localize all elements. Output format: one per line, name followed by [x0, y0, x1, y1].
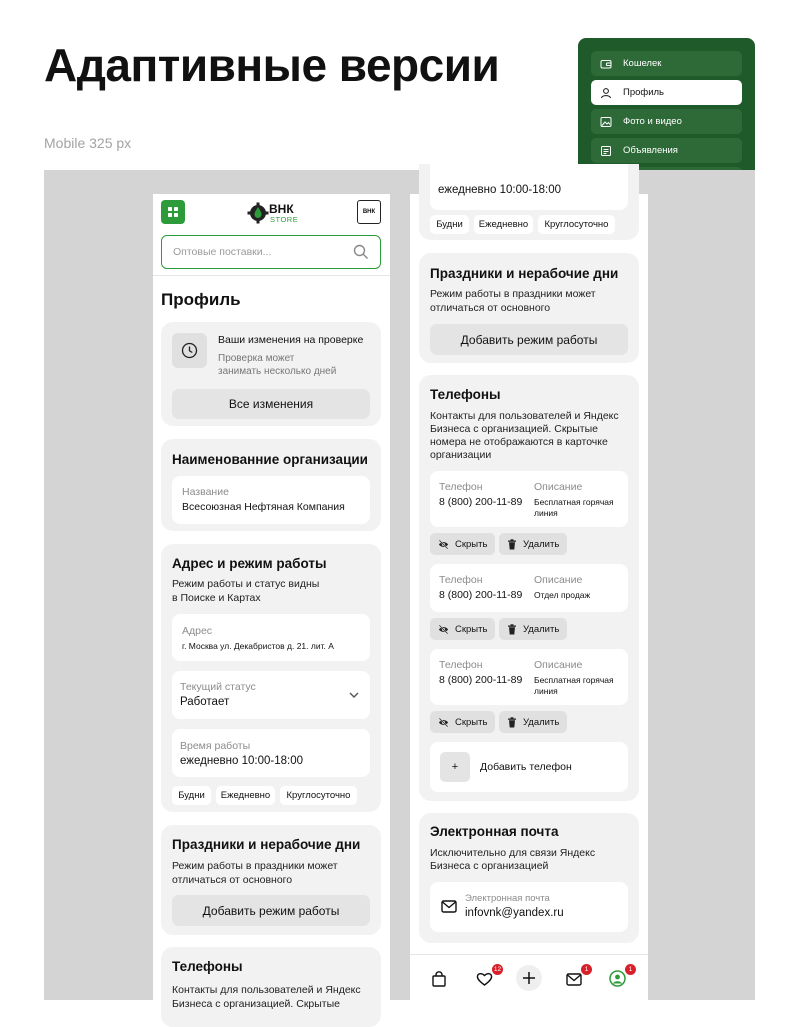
phone-desc-label: Описание — [534, 574, 583, 586]
holidays-title: Праздники и нерабочие дни — [430, 266, 619, 281]
phones-desc-line2: Бизнеса с организацией. Скрытые — [430, 423, 598, 435]
favorites-badge: 12 — [493, 966, 502, 973]
brand-logo[interactable] — [247, 201, 307, 225]
bottom-nav — [410, 954, 648, 1000]
search-placeholder: Оптовые поставки... — [173, 246, 272, 258]
holidays-desc-line2: отличаться от основного — [172, 874, 293, 886]
address-desc-line1: Режим работы и статус видны — [172, 578, 320, 590]
holidays-title: Праздники и нерабочие дни — [172, 837, 361, 852]
address-desc-line2: в Поиске и Картах — [172, 592, 261, 604]
side-menu-item-wallet[interactable] — [591, 51, 742, 76]
chip-daily[interactable]: Ежедневно — [216, 786, 275, 805]
side-menu — [578, 38, 755, 178]
mobile-screen-1 — [153, 194, 390, 1010]
phones-desc-line4: организации — [430, 449, 492, 461]
address-card-continued — [419, 164, 639, 240]
hide-phone-button[interactable] — [430, 618, 495, 640]
mobile-screen-2 — [410, 184, 648, 1000]
phones-card — [161, 947, 381, 1027]
hide-label: Скрыть — [455, 623, 488, 635]
add-schedule-button[interactable]: Добавить режим работы — [172, 895, 370, 926]
phone-desc-line1: Отдел продаж — [534, 590, 591, 600]
phone-entry-2[interactable] — [430, 564, 628, 612]
side-menu-label: Фото и видео — [623, 116, 682, 127]
wallet-icon — [599, 57, 613, 71]
heart-icon[interactable] — [476, 971, 493, 987]
trash-icon — [507, 624, 517, 635]
email-field[interactable] — [430, 882, 628, 932]
side-menu-item-ads[interactable] — [591, 138, 742, 163]
email-card — [419, 813, 639, 943]
phones-desc-line1: Контакты для пользователей и Яндекс — [172, 984, 361, 996]
status-label: Текущий статус — [180, 681, 256, 693]
email-label: Электронная почта — [465, 893, 550, 904]
email-desc-line1: Исключительно для связи Яндекс — [430, 847, 596, 859]
plus-icon: + — [440, 752, 470, 782]
email-desc-line2: Бизнеса с организацией — [430, 860, 549, 872]
grid-icon — [161, 200, 185, 224]
chip-daily[interactable]: Ежедневно — [474, 215, 533, 234]
review-desc-line2: занимать несколько дней — [218, 366, 337, 377]
menu-button[interactable] — [161, 200, 185, 224]
holidays-card — [161, 825, 381, 935]
phone-desc-line2: линия — [534, 508, 558, 518]
image-icon — [599, 115, 613, 129]
phones-desc-line1: Контакты для пользователей и Яндекс — [430, 410, 619, 422]
phone-desc-line1: Бесплатная горячая — [534, 675, 614, 685]
review-desc-line1: Проверка может — [218, 353, 295, 364]
review-clock-tile — [172, 333, 207, 368]
org-name-field[interactable] — [172, 476, 370, 524]
hours-field-partial[interactable] — [430, 164, 628, 210]
email-value: infovnk@yandex.ru — [465, 907, 564, 919]
hide-phone-button[interactable] — [430, 711, 495, 733]
phones-title: Телефоны — [172, 959, 243, 974]
trash-icon — [507, 717, 517, 728]
search-input[interactable] — [161, 235, 381, 269]
plus-icon — [516, 965, 542, 991]
email-title: Электронная почта — [430, 824, 559, 839]
hours-field[interactable] — [172, 729, 370, 777]
page-title: Адаптивные версии — [44, 39, 500, 91]
side-menu-item-profile[interactable] — [591, 80, 742, 105]
add-phone-button[interactable] — [430, 742, 628, 792]
preview-area — [44, 170, 755, 1000]
side-menu-item-photos[interactable] — [591, 109, 742, 134]
address-label: Адрес — [182, 625, 213, 637]
holidays-desc-line1: Режим работы в праздники может — [430, 288, 596, 300]
all-changes-button[interactable]: Все изменения — [172, 389, 370, 419]
delete-label: Удалить — [523, 538, 560, 550]
chip-24h[interactable]: Круглосуточно — [280, 786, 357, 805]
phone-number: 8 (800) 200-11-89 — [439, 674, 523, 686]
side-menu-label: Профиль — [623, 87, 665, 98]
org-name-card — [161, 439, 381, 531]
side-menu-label: Кошелек — [623, 58, 662, 69]
delete-phone-button[interactable] — [499, 533, 567, 555]
hide-label: Скрыть — [455, 538, 488, 550]
brand-logo-subtext: STORE — [270, 215, 299, 224]
profile-icon[interactable] — [609, 970, 626, 987]
phone-label: Телефон — [439, 659, 483, 671]
review-card — [161, 322, 381, 426]
bag-icon[interactable] — [431, 971, 447, 987]
phones-title: Телефоны — [430, 387, 501, 402]
gear-drop-logo-icon — [247, 202, 269, 224]
phones-desc-line2: Бизнеса с организацией. Скрытые — [172, 998, 340, 1010]
chip-weekdays[interactable]: Будни — [430, 215, 469, 234]
clock-icon — [172, 333, 207, 368]
eye-off-icon — [438, 539, 449, 550]
partner-logo-text: ВНК — [362, 209, 376, 215]
mail-icon[interactable] — [566, 973, 582, 986]
org-name-title: Наименованние организации — [172, 452, 368, 467]
header-divider — [153, 275, 390, 276]
status-select[interactable] — [172, 671, 370, 719]
phone-label: Телефон — [439, 574, 483, 586]
chevron-down-icon — [348, 689, 360, 701]
eye-off-icon — [438, 624, 449, 635]
delete-label: Удалить — [523, 716, 560, 728]
phones-desc-line3: номера не отображаются в карточке — [430, 436, 608, 448]
holidays-desc-line2: отличаться от основного — [430, 302, 551, 314]
hours-value: ежедневно 10:00-18:00 — [180, 755, 303, 767]
review-title: Ваши изменения на проверке — [218, 334, 364, 346]
chip-24h[interactable]: Круглосуточно — [538, 215, 615, 234]
messages-badge: 1 — [581, 964, 592, 975]
phones-card — [419, 375, 639, 801]
hours-label: Время работы — [180, 740, 251, 752]
user-icon — [599, 86, 613, 100]
eye-off-icon — [438, 717, 449, 728]
side-menu-label: Объявления — [623, 145, 678, 156]
search-icon[interactable] — [353, 244, 369, 260]
phone-desc-line2: линия — [534, 686, 558, 696]
org-name-value: Всесоюзная Нефтяная Компания — [182, 501, 345, 513]
holidays-desc-line1: Режим работы в праздники может — [172, 860, 338, 872]
profile-badge: 1 — [625, 964, 636, 975]
phone-number: 8 (800) 200-11-89 — [439, 496, 523, 508]
address-field[interactable] — [172, 614, 370, 661]
phone-desc-label: Описание — [534, 481, 583, 493]
trash-icon — [507, 539, 517, 550]
phone-number: 8 (800) 200-11-89 — [439, 589, 523, 601]
add-button[interactable] — [516, 965, 542, 991]
status-value: Работает — [180, 696, 230, 708]
address-value: г. Москва ул. Декабристов д. 21. лит. А — [182, 641, 334, 651]
address-title: Адрес и режим работы — [172, 556, 327, 571]
chip-weekdays[interactable]: Будни — [172, 786, 211, 805]
document-icon — [599, 144, 613, 158]
add-schedule-button[interactable]: Добавить режим работы — [430, 324, 628, 355]
brand-logo-text: ВНК — [269, 202, 294, 216]
mail-icon — [441, 900, 457, 913]
org-name-label: Название — [182, 486, 229, 498]
delete-phone-button[interactable] — [499, 711, 567, 733]
address-card — [161, 544, 381, 812]
profile-title: Профиль — [161, 290, 241, 309]
phone-desc-line1: Бесплатная горячая — [534, 497, 614, 507]
hours-value-partial: ежедневно 10:00-18:00 — [438, 184, 561, 196]
delete-label: Удалить — [523, 623, 560, 635]
holidays-card — [419, 253, 639, 363]
delete-phone-button[interactable] — [499, 618, 567, 640]
hide-label: Скрыть — [455, 716, 488, 728]
partner-logo[interactable] — [357, 200, 381, 224]
phone-entry-1[interactable] — [430, 471, 628, 527]
hide-phone-button[interactable] — [430, 533, 495, 555]
phone-entry-3[interactable] — [430, 649, 628, 705]
phone-desc-label: Описание — [534, 659, 583, 671]
phone-label: Телефон — [439, 481, 483, 493]
page-subtitle: Mobile 325 px — [44, 135, 132, 151]
add-phone-label: Добавить телефон — [480, 761, 572, 773]
